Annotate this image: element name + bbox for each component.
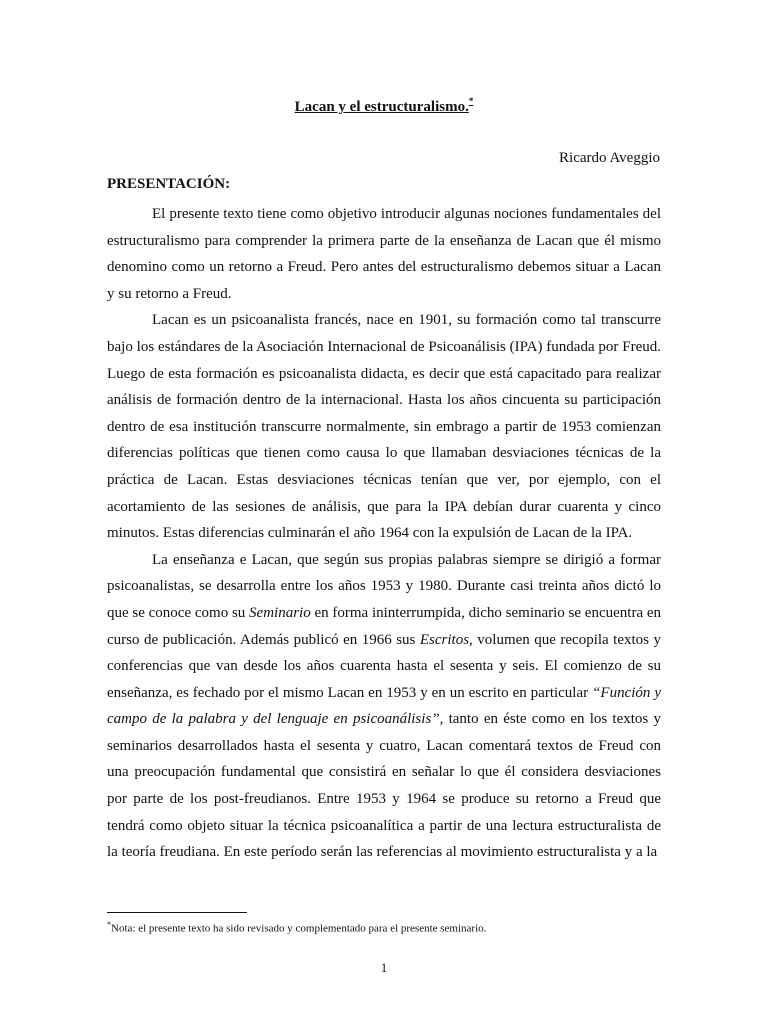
footnote-separator xyxy=(107,912,247,913)
paragraph-3-part-d: , tanto en éste como en los textos y seminarios desarrollados hasta el sesenta y cuatro, Lacan comentará textos de Freud con una preocupación fundamental que consistirá en señalar lo que él considera desviaciones por parte de los post-freudianos. Entre 1953 y 1964 se produce su retorno a Freud que tendrá como objeto situar la técnica psicoanalítica a partir de una lectura estructuralista de la teoría freudiana. En este período serán las referencias al movimiento estructuralista y a la xyxy=(107,711,661,861)
paragraph-3-part-c: , volumen que recopila textos y conferencias que van desde los años cuarenta hasta el sesenta y seis. El comienzo de su enseñanza, es fechado por el mismo Lacan en 1953 y en un escrito en particular xyxy=(107,631,661,701)
funcion-y-campo-title: “Función y campo de la palabra y del lenguaje en psicoanálisis” xyxy=(107,684,661,728)
seminario-title: Seminario xyxy=(249,604,311,621)
author-name: Ricardo Aveggio xyxy=(559,150,660,166)
paragraph-3 xyxy=(107,547,661,866)
paragraph-3-part-a: La enseñanza e Lacan, que según sus propias palabras siempre se dirigió a formar psicoanalistas, se desarrolla entre los años 1953 y 1980. Durante casi treinta años dictó lo que se conoce como su xyxy=(107,551,661,621)
title-text: Lacan y el estructuralismo. xyxy=(294,99,469,115)
title-footnote-marker: * xyxy=(468,96,474,106)
paragraph-3-part-b: en forma ininterrumpida, dicho seminario se encuentra en curso de publicación. Además publicó en 1966 sus xyxy=(107,604,662,648)
page-number: 1 xyxy=(380,960,388,975)
escritos-title: Escritos xyxy=(419,631,470,648)
paragraph-2: Lacan es un psicoanalista francés, nace en 1901, su formación como tal transcurre bajo los estándares de la Asociación Internacional de Psicoanálisis (IPA) fundada por Freud. Luego de esta formación es psicoanalista didacta, es decir que está capacitado para realizar análisis de formación dentro de la internacional. Hasta los años cincuenta su participación dentro de esa institución transcurre normalmente, sin embrago a partir de 1953 comienzan diferencias políticas que tienen como causa lo que llamaban desviaciones técnicas de la práctica de Lacan. Estas desviaciones técnicas tenían que ver, por ejemplo, con el acortamiento de las sesiones de análisis, que para la IPA debían durar cuarenta y cinco minutos. Estas diferencias culminarán el año 1964 con la expulsión de Lacan de la IPA. xyxy=(107,312,661,542)
footnote xyxy=(107,917,486,937)
footnote-text: Nota: el presente texto ha sido revisado y complementado para el presente seminario. xyxy=(111,922,487,935)
section-heading: PRESENTACIÓN: xyxy=(107,176,231,192)
body-text xyxy=(107,201,661,866)
paragraph-1: El presente texto tiene como objetivo introducir algunas nociones fundamentales del estructuralismo para comprender la primera parte de la enseñanza de Lacan que él mismo denomino como un retorno a Freud. Pero antes del estructuralismo debemos situar a Lacan y su retorno a Freud. xyxy=(107,206,661,302)
footnote-marker: * xyxy=(107,920,111,929)
document-title xyxy=(0,92,768,117)
